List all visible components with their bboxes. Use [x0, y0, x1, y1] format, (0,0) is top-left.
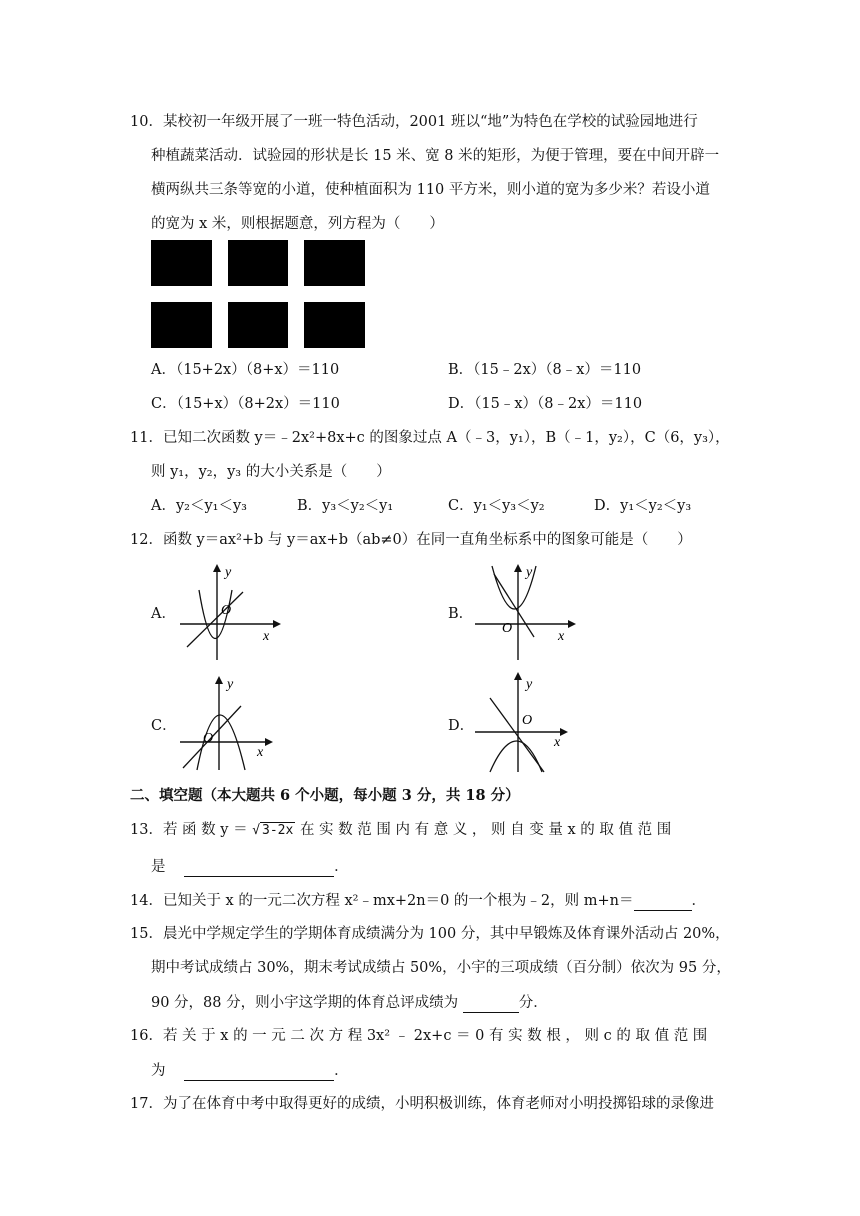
origin-label: O — [502, 621, 513, 636]
q10-line-4: 的宽为 x 米，则根据题意，列方程为（ ） — [151, 216, 444, 232]
q11-option-d[interactable]: D．y₁＜y₂＜y₃ — [594, 498, 692, 514]
axis-y-label: y — [526, 565, 533, 580]
q11-line-2: 则 y₁，y₂，y₃ 的大小关系是（ ） — [151, 464, 391, 480]
q12-option-c-label[interactable]: C． — [151, 718, 177, 734]
q17-number: 17． — [130, 1096, 163, 1112]
q10-option-b[interactable]: B．（15﹣2x）（8﹣x）＝110 — [448, 362, 642, 378]
q13-line-2: 是 ． — [151, 856, 349, 877]
q14-number: 14． — [130, 893, 163, 909]
q10-number: 10． — [130, 114, 163, 130]
section-2-heading: 二、填空题（本大题共 6 个小题，每小题 3 分，共 18 分） — [130, 787, 520, 804]
q13-answer-blank[interactable] — [184, 856, 334, 877]
q16-number: 16． — [130, 1028, 163, 1044]
q17-line-1: 17．为了在体育中考中取得更好的成绩，小明积极训练，体育老师对小明投掷铅球的录像进 — [130, 1096, 714, 1112]
origin-label: O — [203, 731, 214, 746]
q10-option-d[interactable]: D．（15﹣x）（8﹣2x）＝110 — [448, 396, 643, 412]
q12-number: 12． — [130, 532, 163, 548]
origin-label: O — [221, 603, 232, 618]
axis-x-label: x — [554, 735, 561, 750]
q15-number: 15． — [130, 926, 163, 942]
q11-option-c[interactable]: C．y₁＜y₃＜y₂ — [448, 498, 545, 514]
q12-graph-d[interactable] — [470, 668, 580, 774]
q10-line-2: 种植蔬菜活动．试验园的形状是长 15 米、宽 8 米的矩形，为便于管理，要在中间开辟一 — [151, 148, 720, 164]
q15-line-1: 15．晨光中学规定学生的学期体育成绩满分为 100 分，其中早锻炼及体育课外活动占 20%， — [130, 926, 730, 942]
q12-graph-c[interactable] — [175, 672, 285, 772]
q16-answer-blank[interactable] — [184, 1060, 334, 1081]
q12-option-a-label[interactable]: A． — [151, 606, 176, 622]
axis-y-label: y — [227, 677, 234, 692]
axis-x-label: x — [558, 629, 565, 644]
q11-option-b[interactable]: B．y₃＜y₂＜y₁ — [297, 498, 394, 514]
q16-line-2: 为 ． — [151, 1060, 349, 1081]
q10-option-a[interactable]: A．（15+2x）（8+x）＝110 — [151, 362, 340, 378]
q12-graph-a[interactable] — [175, 562, 285, 662]
q15-line-3: 90 分，88 分，则小宇这学期的体育总评成绩为 分． — [151, 992, 548, 1013]
q16-line-1: 16．若 关 于 x 的 一 元 二 次 方 程 3x² ﹣ 2x+c ＝ 0 有 实 数 根 ， 则 c 的 取 值 范 围 — [130, 1028, 708, 1044]
q13-line-1: 13．若 函 数 y ＝ √ 3-2x 在 实 数 范 围 内 有 意 义 ， 则 自 变 量 x 的 取 值 范 围 — [130, 820, 671, 841]
axis-y-label: y — [526, 677, 533, 692]
q11-number: 11． — [130, 430, 163, 446]
origin-label: O — [522, 713, 533, 728]
q11-line-1: 11．已知二次函数 y＝﹣2x²+8x+c 的图象过点 A（﹣3，y₁），B（﹣1，y₂），C（6，y₃）， — [130, 430, 730, 446]
q15-line-2: 期中考试成绩占 30%，期末考试成绩占 50%，小宇的三项成绩（百分制）依次为 95 分， — [151, 960, 731, 976]
q15-answer-blank[interactable] — [463, 992, 519, 1013]
q14-line: 14．已知关于 x 的一元二次方程 x²﹣mx+2n＝0 的一个根为﹣2，则 m+n＝ ． — [130, 890, 706, 911]
q10-line-3: 横两纵共三条等宽的小道，使种植面积为 110 平方米，则小道的宽为多少米？若设小道 — [151, 182, 710, 198]
q12-line-1: 12．函数 y＝ax²+b 与 y＝ax+b（ab≠0）在同一直角坐标系中的图象可能是（ ） — [130, 532, 692, 548]
axis-x-label: x — [263, 629, 270, 644]
q13-number: 13． — [130, 822, 163, 838]
q14-answer-blank[interactable] — [634, 890, 692, 911]
axis-x-label: x — [257, 745, 264, 760]
sqrt-expression: √ 3-2x — [252, 823, 294, 838]
q11-option-a[interactable]: A．y₂＜y₁＜y₃ — [151, 498, 247, 514]
q12-graph-b[interactable] — [470, 562, 580, 662]
q12-option-b-label[interactable]: B． — [448, 606, 474, 622]
q12-option-d-label[interactable]: D． — [448, 718, 475, 734]
garden-figure — [151, 240, 365, 348]
q10-option-c[interactable]: C．（15+x）（8+2x）＝110 — [151, 396, 340, 412]
q10-line-1: 10．某校初一年级开展了一班一特色活动，2001 班以“地”为特色在学校的试验园地进行 — [130, 114, 698, 130]
axis-y-label: y — [225, 565, 232, 580]
